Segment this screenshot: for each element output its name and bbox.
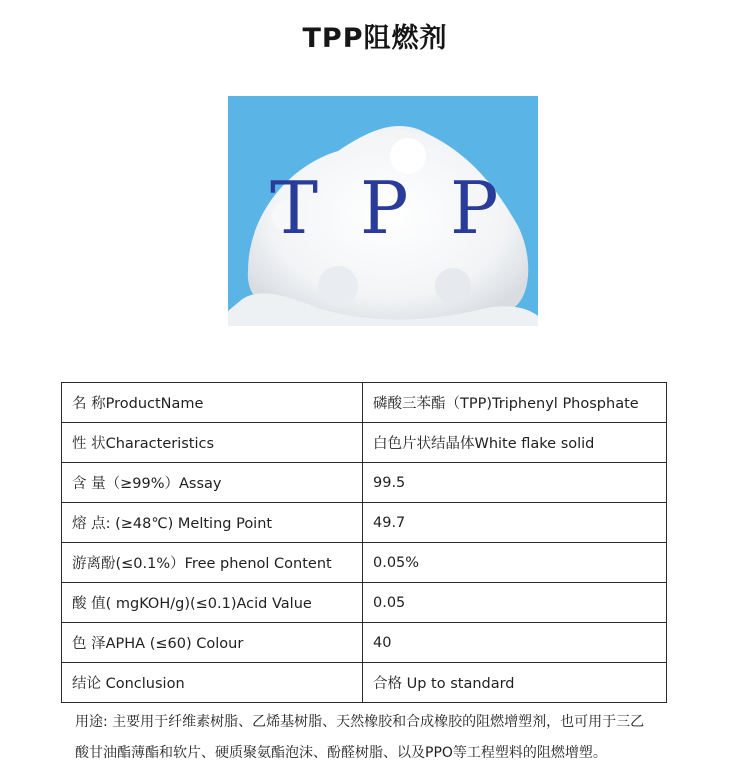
table-row: [62, 423, 667, 463]
spec-label: 色 泽APHA (≤60) Colour: [62, 623, 363, 663]
spec-value: 49.7: [363, 503, 667, 543]
spec-table: [61, 382, 667, 703]
spec-value: 合格 Up to standard: [363, 663, 667, 703]
table-row: [62, 543, 667, 583]
spec-value: 99.5: [363, 463, 667, 503]
page-title: TPP阻燃剂: [302, 23, 448, 54]
photo-letter-p2: P: [450, 166, 499, 250]
photo-letter-t: T: [270, 166, 319, 250]
usage-line: 用途: 主要用于纤维素树脂、乙烯基树脂、天然橡胶和合成橡胶的阻燃增塑剂，也可用于三乙: [75, 714, 645, 730]
spec-label: 结论 Conclusion: [62, 663, 363, 703]
spec-label: 性 状Characteristics: [62, 423, 363, 463]
spec-value: 白色片状结晶体White flake solid: [363, 423, 667, 463]
spec-value: 0.05%: [363, 543, 667, 583]
table-row: [62, 463, 667, 503]
spec-label: 熔 点: (≥48℃) Melting Point: [62, 503, 363, 543]
table-row: [62, 383, 667, 423]
spec-label: 名 称ProductName: [62, 383, 363, 423]
spec-label: 含 量（≥99%）Assay: [62, 463, 363, 503]
table-row: [62, 583, 667, 623]
table-row: [62, 623, 667, 663]
table-row: [62, 503, 667, 543]
photo-letter-p1: P: [360, 166, 409, 250]
spec-label: 酸 值( mgKOH/g)(≤0.1)Acid Value: [62, 583, 363, 623]
spec-value: 0.05: [363, 583, 667, 623]
table-row: [62, 663, 667, 703]
usage-description: [75, 707, 695, 769]
usage-line: 酸甘油酯薄酯和软片、硬质聚氨酯泡沫、酚醛树脂、以及PPO等工程塑料的阻燃增塑。: [75, 745, 607, 761]
spec-value: 磷酸三苯酯（TPP)Triphenyl Phosphate: [363, 383, 667, 423]
spec-label: 游离酚(≤0.1%）Free phenol Content: [62, 543, 363, 583]
spec-value: 40: [363, 623, 667, 663]
product-photo: [228, 96, 538, 326]
